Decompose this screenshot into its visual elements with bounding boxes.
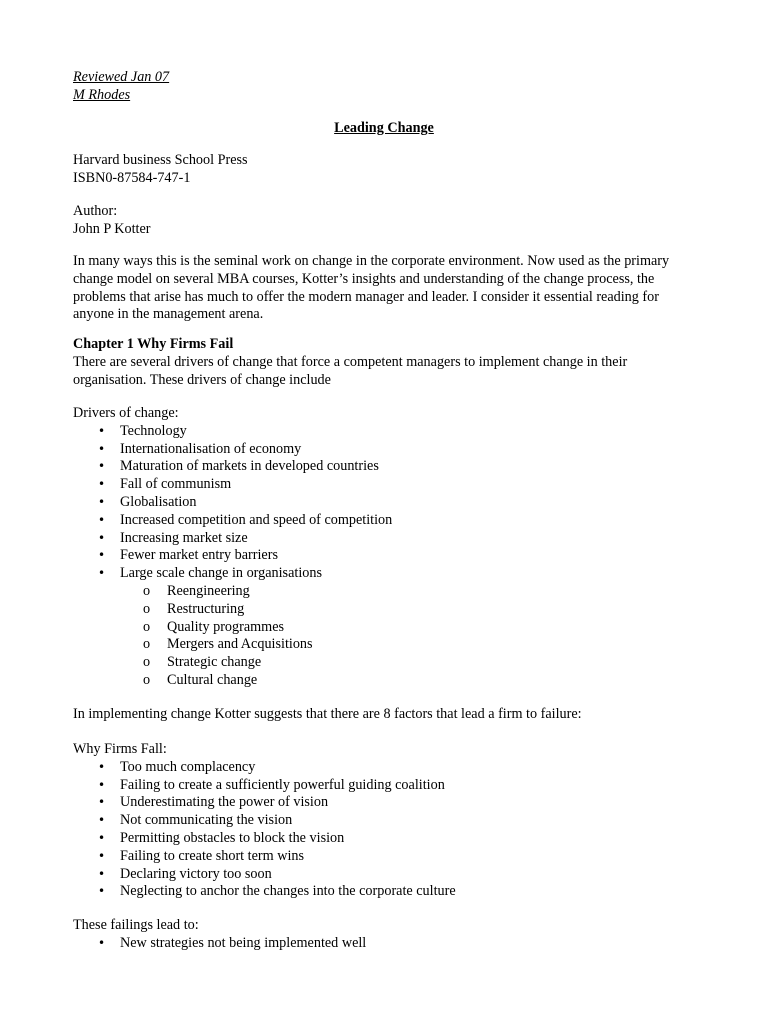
drivers-list xyxy=(73,423,713,583)
reviewer-name: M Rhodes xyxy=(73,86,131,103)
reviewed-date: Reviewed Jan 07 xyxy=(73,69,170,85)
list-item: • Increased competition and speed of competition xyxy=(73,512,713,530)
list-item: • Internationalisation of economy xyxy=(73,441,713,459)
sub-list-item: o Restructuring xyxy=(73,601,713,619)
list-item: • Failing to create short term wins xyxy=(73,848,713,866)
intro-paragraph: In many ways this is the seminal work on change in the corporate environment. Now used as the primary change model on several MBA courses, Kotter’s insights and understanding of the change process, the problems that arise has much to offer the modern manager and leader. I consider it essential reading for anyone in the management arena. xyxy=(73,253,670,323)
list-item: • Underestimating the power of vision xyxy=(73,794,713,812)
chapter-1-heading: Chapter 1 Why Firms Fail xyxy=(73,336,234,352)
author-label: Author: xyxy=(73,203,118,219)
why-firms-fall-label: Why Firms Fall: xyxy=(73,741,167,757)
list-item: • Too much complacency xyxy=(73,759,713,777)
list-item: • Neglecting to anchor the changes into the corporate culture xyxy=(73,883,713,901)
list-item: • Not communicating the vision xyxy=(73,812,713,830)
author-name: John P Kotter xyxy=(73,220,151,237)
drivers-label: Drivers of change: xyxy=(73,405,179,421)
list-item: • Large scale change in organisations xyxy=(73,565,713,583)
list-item: • Globalisation xyxy=(73,494,713,512)
list-item: • Technology xyxy=(73,423,713,441)
sub-list-item: o Mergers and Acquisitions xyxy=(73,636,713,654)
publisher: Harvard business School Press xyxy=(73,152,248,168)
list-item: • Failing to create a sufficiently powerful guiding coalition xyxy=(73,777,713,795)
chapter-1-text: There are several drivers of change that force a competent managers to implement change in their organisation. These drivers of change include xyxy=(73,353,628,388)
sub-list-item: o Reengineering xyxy=(73,583,713,601)
list-item: • Permitting obstacles to block the vision xyxy=(73,830,713,848)
list-item: • New strategies not being implemented well xyxy=(73,935,713,953)
drivers-section xyxy=(73,405,713,690)
failings-list xyxy=(73,935,713,953)
list-item: • Fewer market entry barriers xyxy=(73,547,713,565)
publication-info xyxy=(73,152,713,188)
document-title: Leading Change xyxy=(334,120,434,136)
why-firms-fall-list xyxy=(73,759,713,901)
organisation-change-sublist xyxy=(73,583,713,690)
author-info xyxy=(73,203,713,239)
list-item: • Fall of communism xyxy=(73,476,713,494)
review-note xyxy=(73,69,713,105)
chapter-1-section xyxy=(73,336,695,389)
failings-section xyxy=(73,917,713,953)
list-item: • Maturation of markets in developed countries xyxy=(73,458,713,476)
sub-list-item: o Strategic change xyxy=(73,654,713,672)
why-firms-fall-section xyxy=(73,741,713,901)
sub-list-item: o Quality programmes xyxy=(73,619,713,637)
sub-list-item: o Cultural change xyxy=(73,672,713,690)
list-item: • Declaring victory too soon xyxy=(73,866,713,884)
list-item: • Increasing market size xyxy=(73,530,713,548)
failings-label: These failings lead to: xyxy=(73,917,199,933)
isbn: ISBN0-87584-747-1 xyxy=(73,169,191,186)
factors-paragraph: In implementing change Kotter suggests that there are 8 factors that lead a firm to failure: xyxy=(73,706,582,722)
